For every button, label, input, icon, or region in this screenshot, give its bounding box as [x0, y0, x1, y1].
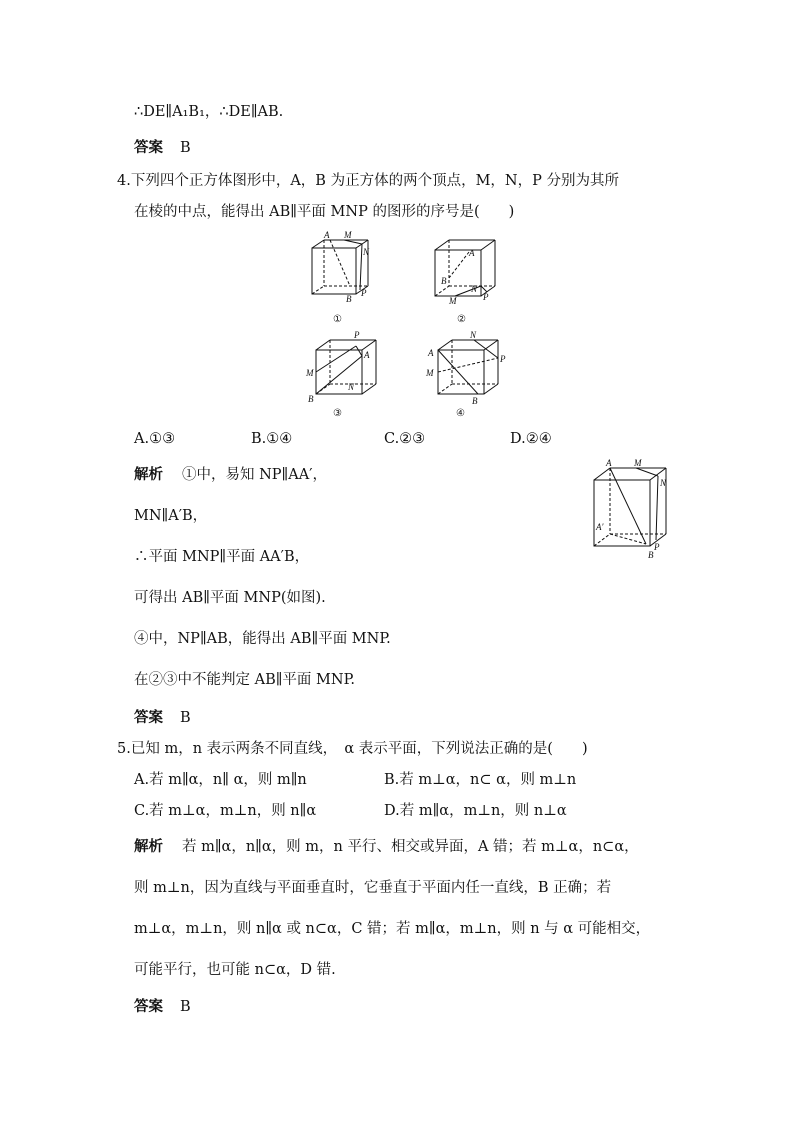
fig2-point-m: M [449, 296, 457, 306]
q5-option-a: A.若 m∥α，n∥ α，则 m∥n [134, 772, 307, 788]
fig3-point-p: P [354, 330, 360, 340]
solfig-point-b: B [648, 550, 654, 560]
solfig-point-n: N [660, 478, 667, 488]
q4-option-b: B.①④ [251, 431, 293, 447]
solution-cube-figure [588, 458, 678, 562]
fig4-point-n: N [470, 330, 477, 340]
question-5-line-1: 5.已知 m，n 表示两条不同直线， α 表示平面，下列说法正确的是( ) [117, 741, 588, 757]
fig4-point-b: B [472, 396, 478, 406]
proof-conclusion: ∴DE∥A₁B₁，∴DE∥AB. [134, 104, 284, 120]
fig2-point-n: N [471, 284, 478, 294]
fig3-point-b: B [308, 394, 314, 404]
fig1-point-m: M [344, 230, 352, 240]
q4-option-c: C.②③ [384, 431, 426, 447]
q4-solution-line-4: 可得出 AB∥平面 MNP(如图). [134, 590, 326, 606]
fig1-point-a: A [324, 230, 330, 240]
q4-solution-line-1: ①中，易知 NP∥AA′， [182, 467, 327, 483]
fig4-point-p: P [500, 354, 506, 364]
question-4-line-2: 在棱的中点，能得出 AB∥平面 MNP 的图形的序号是( ) [134, 204, 515, 220]
fig2-point-b: B [441, 276, 447, 286]
answer-label: 答案 [134, 709, 163, 726]
q4-option-a: A.①③ [134, 431, 176, 447]
answer-label: 答案 [134, 998, 163, 1015]
fig3-point-a: A [364, 350, 370, 360]
q4-solution-line-6: 在②③中不能判定 AB∥平面 MNP. [134, 672, 356, 688]
fig4-point-m: M [426, 368, 434, 378]
fig1-point-b: B [346, 294, 352, 304]
answer-value: B [180, 710, 191, 726]
fig4-point-a: A [428, 348, 434, 358]
q4-solution-line-3: ∴平面 MNP∥平面 AA′B， [134, 549, 310, 565]
solfig-point-a: A [606, 458, 612, 468]
solfig-point-p: P [654, 542, 660, 552]
q5-solution-line-3: m⊥α，m⊥n，则 n∥α 或 n⊂α，C 错；若 m∥α，m⊥n，则 n 与 α 可能相交， [134, 921, 651, 937]
fig1-point-p: P [361, 288, 367, 298]
solution-label: 解析 [134, 466, 163, 483]
fig2-point-p: P [483, 292, 489, 302]
fig3-point-m: M [306, 368, 314, 378]
cube-figure-1 [300, 230, 380, 325]
cube-figure-4 [422, 328, 512, 420]
q4-solution-line-2: MN∥A′B， [134, 508, 208, 524]
q5-option-d: D.若 m∥α，m⊥n，则 n⊥α [384, 803, 567, 819]
answer-label: 答案 [134, 139, 163, 156]
solfig-point-a-prime: A′ [596, 522, 604, 532]
q4-option-d: D.②④ [510, 431, 552, 447]
cube-figure-2 [425, 230, 505, 325]
answer-value: B [180, 140, 191, 156]
fig3-label: ③ [333, 408, 342, 419]
solution-label: 解析 [134, 838, 163, 855]
fig2-label: ② [457, 314, 466, 325]
q4-solution-line-5: ④中，NP∥AB，能得出 AB∥平面 MNP. [134, 631, 391, 647]
q5-solution-line-4: 可能平行，也可能 n⊂α，D 错. [134, 962, 336, 978]
fig1-label: ① [333, 314, 342, 325]
cube-figure-3 [300, 328, 385, 420]
fig3-point-n: N [348, 382, 355, 392]
answer-value: B [180, 999, 191, 1015]
q5-solution-line-2: 则 m⊥n，因为直线与平面垂直时，它垂直于平面内任一直线，B 正确；若 [134, 880, 612, 896]
question-4-line-1: 4.下列四个正方体图形中，A，B 为正方体的两个顶点，M，N，P 分别为其所 [117, 173, 619, 189]
fig1-point-n: N [363, 247, 370, 257]
fig2-point-a: A [469, 248, 475, 258]
solfig-point-m: M [634, 458, 642, 468]
q5-solution-line-1: 若 m∥α，n∥α，则 m，n 平行、相交或异面，A 错；若 m⊥α，n⊂α， [182, 839, 639, 855]
q5-option-c: C.若 m⊥α，m⊥n，则 n∥α [134, 803, 317, 819]
fig4-label: ④ [456, 408, 465, 419]
q5-option-b: B.若 m⊥α，n⊂ α，则 m⊥n [384, 772, 577, 788]
